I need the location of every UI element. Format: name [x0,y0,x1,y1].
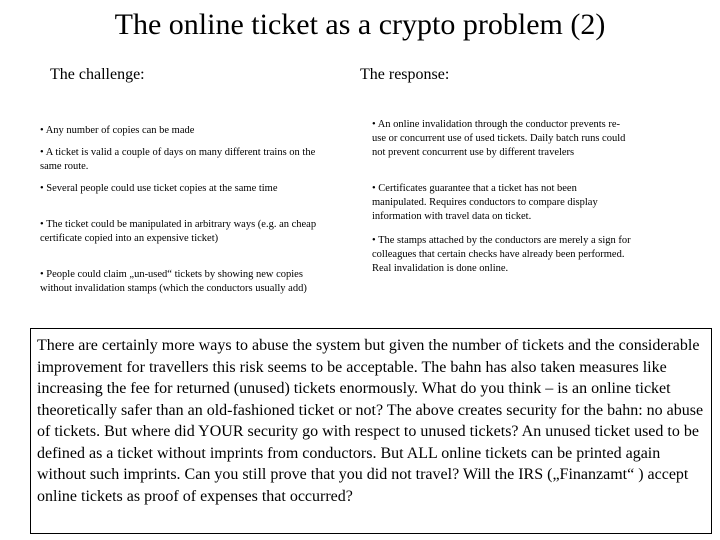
challenge-item-unused-claim: • People could claim „un-used“ tickets by showing new copies without invalidation stamps (which the conductors usually add) [40,269,307,294]
challenge-heading: The challenge: [50,66,145,83]
response-item-stamps: • The stamps attached by the conductors are merely a sign for colleagues that certain checks have already been performed. Real invalidation is done online. [372,235,631,274]
response-heading: The response: [360,66,450,83]
response-item-online-invalidation: • An online invalidation through the conductor prevents re-use or concurrent use of used tickets. Daily batch runs could not prevent concurrent use by different travelers [372,119,626,158]
challenge-item-manipulation: • The ticket could be manipulated in arbitrary ways (e.g. an cheap certificate copied into an expensive ticket) [40,219,317,244]
response-item-certificates: • Certificates guarantee that a ticket has not been manipulated. Requires conductors to compare display information with travel data on ticket. [372,183,598,222]
summary-text: There are certainly more ways to abuse the system but given the number of tickets and the considerable improvement for travellers this risk seems to be acceptable. The bahn has also taken measures like increasing the fee for returned (unused) tickets enormously. What do you think – is an online ticket theoretically safer than an old-fashioned ticket or not? The above creates security for the bahn: no abuse of tickets. But where did YOUR security go with respect to unused tickets? An unused ticket used to be defined as a ticket without imprints from conductors. But ALL online tickets can be printed again without such imprints. Can you still prove that you did not travel? Will the IRS („Finanzamt“ ) accept online tickets as proof of expenses that occurred? [37,337,704,505]
challenge-item-concurrent: • Several people could use ticket copies at the same time [40,183,278,194]
challenge-item-validity: • A ticket is valid a couple of days on many different trains on the same route. [40,147,316,172]
summary-box [30,328,712,534]
slide-title: The online ticket as a crypto problem (2) [114,8,606,41]
challenge-item-copies: • Any number of copies can be made [40,125,195,136]
